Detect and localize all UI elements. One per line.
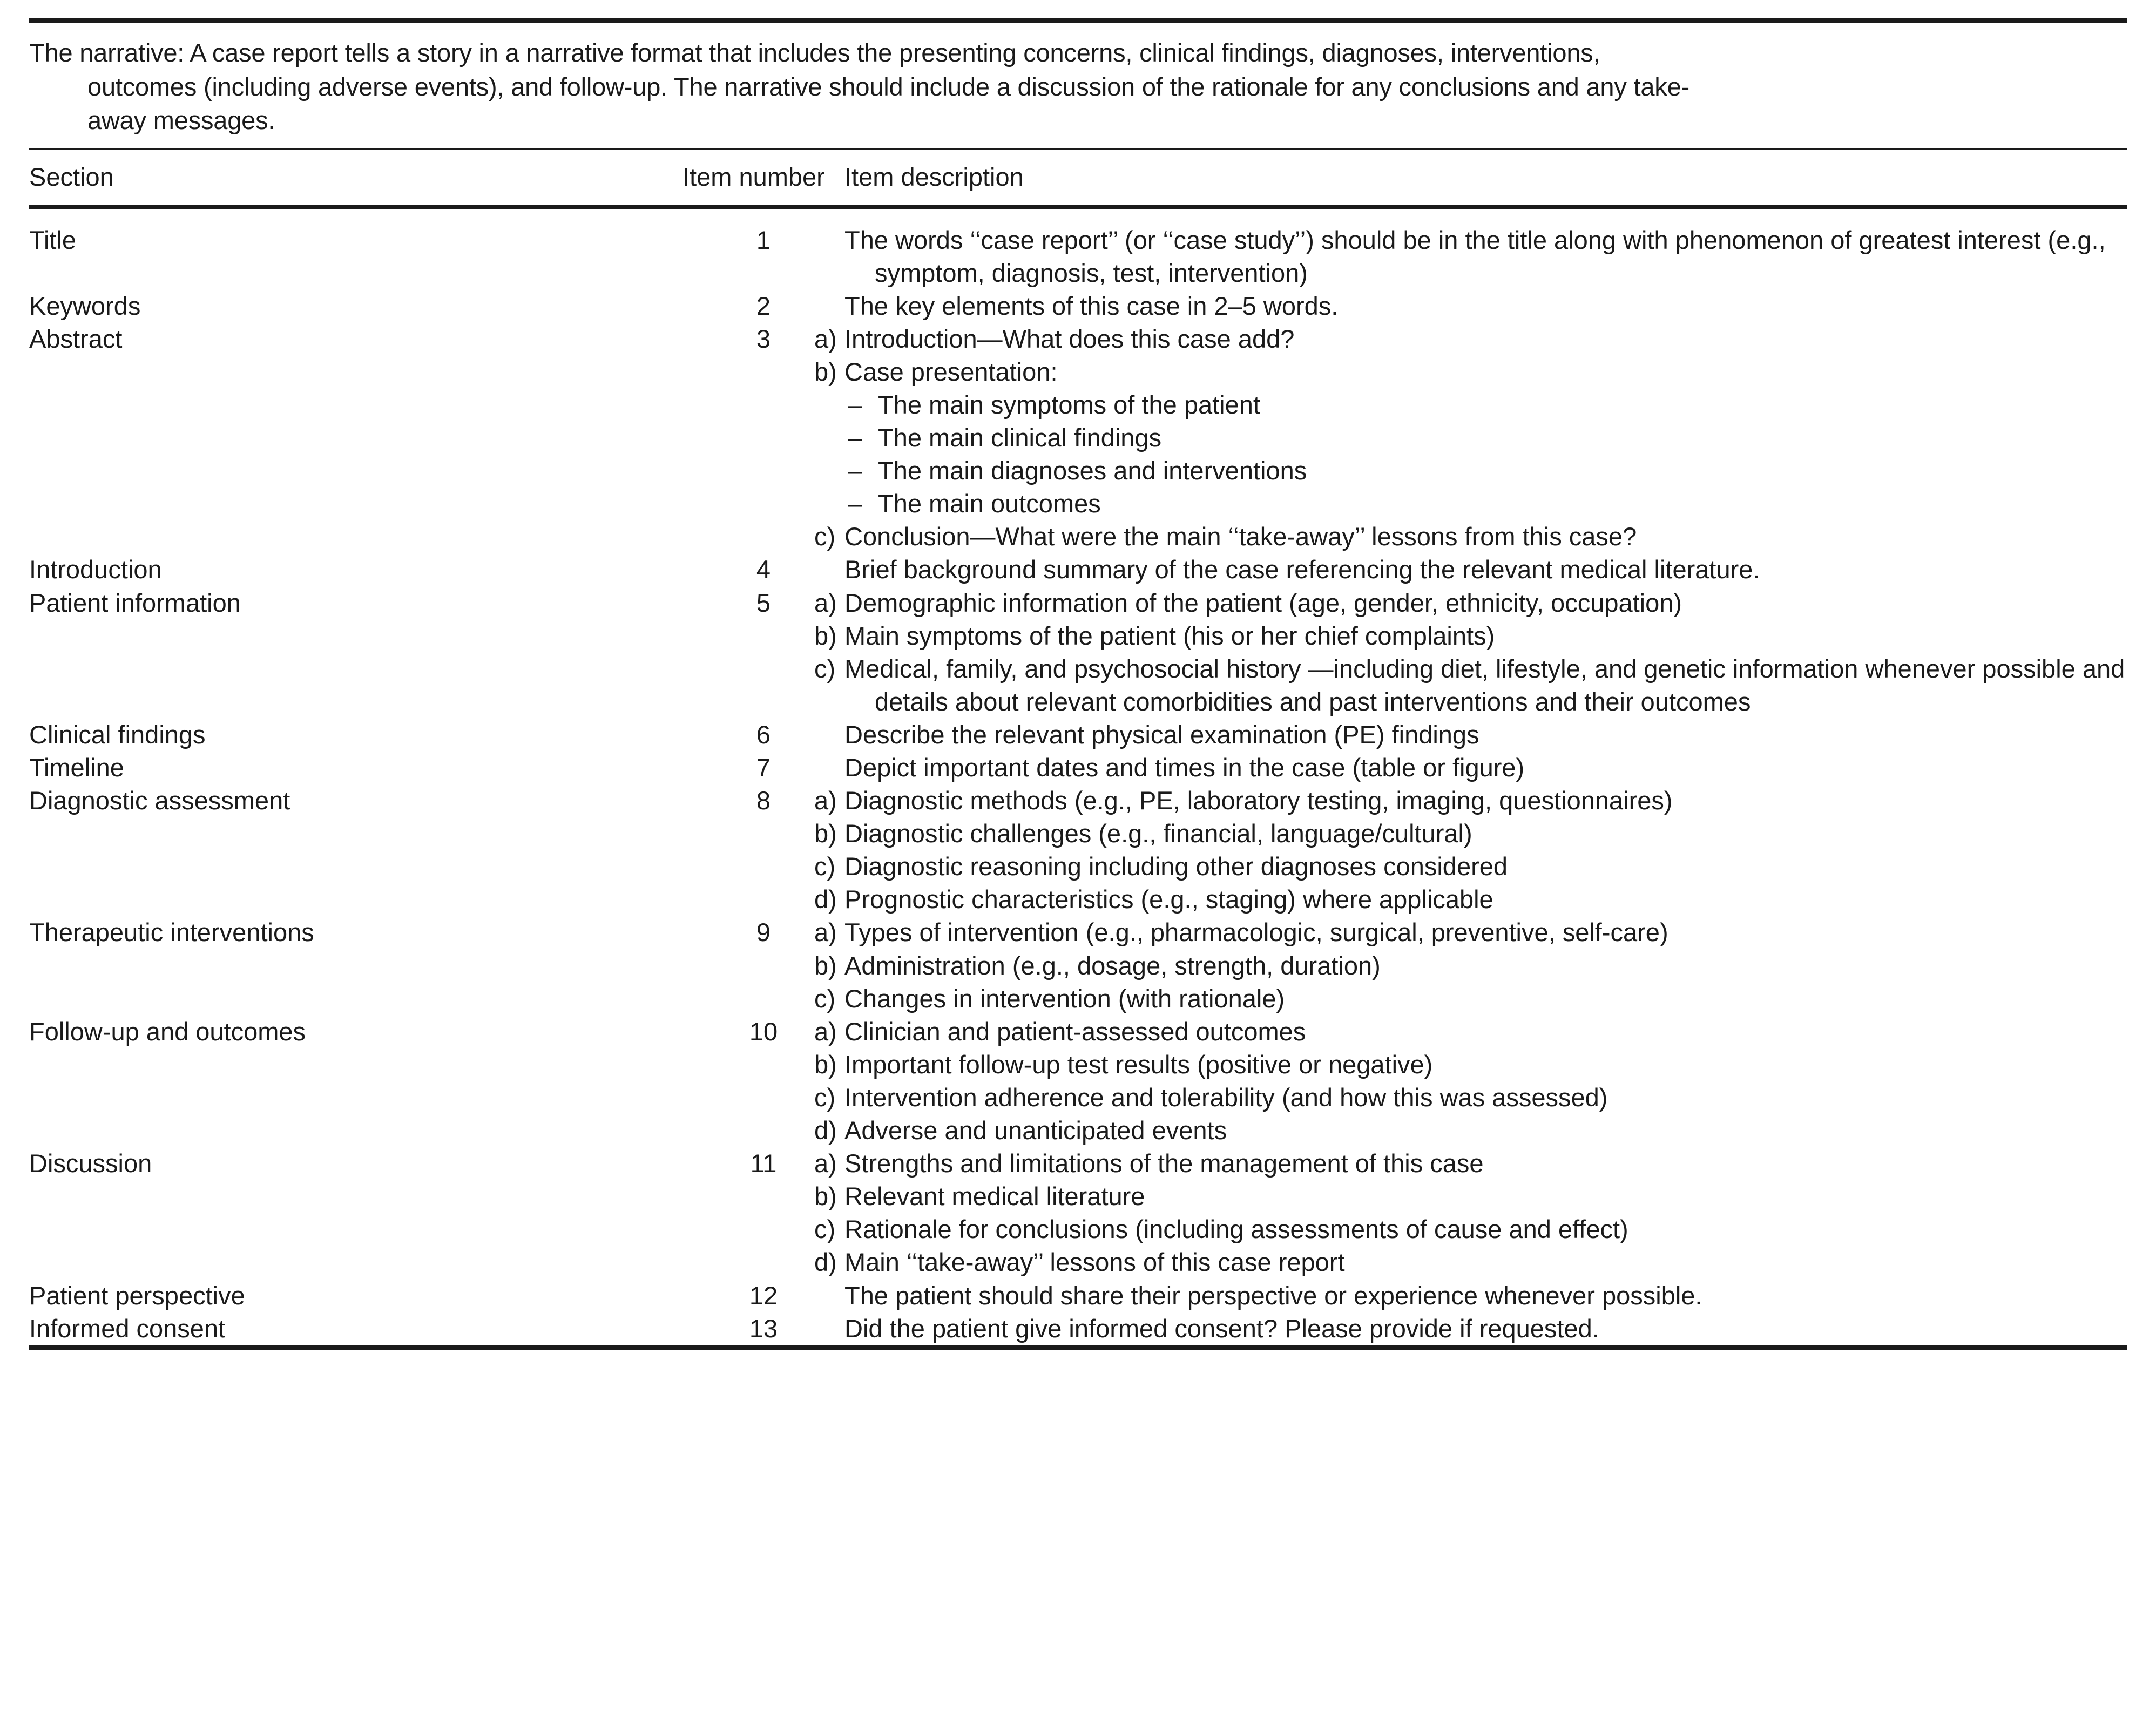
cell-item-description bbox=[844, 1279, 2127, 1312]
cell-item-description bbox=[814, 322, 2127, 553]
cell-item-number: 5 bbox=[756, 588, 771, 617]
cell-item-number: 2 bbox=[756, 291, 771, 320]
description-line: b) Main symptoms of the patient (his or her chief complaints) bbox=[814, 621, 1495, 650]
cell-section: Diagnostic assessment bbox=[29, 786, 290, 815]
table-row bbox=[29, 751, 2127, 784]
description-line: a) Introduction—What does this case add? bbox=[814, 324, 1295, 353]
cell-item-description bbox=[844, 718, 2127, 751]
cell-section: Keywords bbox=[29, 291, 141, 320]
description-line: The words ‘‘case report’’ (or ‘‘case study’’) should be in the title along with phenomenon of greatest interest (e.g., symptom, diagnosis, test, intervention) bbox=[844, 225, 2106, 287]
description-line: c) Intervention adherence and tolerability (and how this was assessed) bbox=[814, 1082, 1608, 1112]
cell-item-number: 9 bbox=[756, 918, 771, 947]
cell-item-description bbox=[844, 289, 2127, 322]
table-row bbox=[29, 289, 2127, 322]
description-line: c) Diagnostic reasoning including other diagnoses considered bbox=[814, 852, 1508, 881]
cell-item-number: 1 bbox=[756, 225, 771, 254]
description-line: Describe the relevant physical examination (PE) findings bbox=[844, 720, 1479, 749]
cell-item-number: 11 bbox=[750, 1149, 777, 1178]
table-top-rule bbox=[29, 18, 2127, 23]
table-row bbox=[29, 322, 2127, 553]
description-line: Did the patient give informed consent? Please provide if requested. bbox=[844, 1314, 1599, 1343]
cell-section: Follow-up and outcomes bbox=[29, 1017, 306, 1046]
description-line: – The main outcomes bbox=[848, 489, 1101, 518]
cell-section: Introduction bbox=[29, 555, 162, 584]
cell-item-number: 4 bbox=[756, 555, 771, 584]
cell-section: Title bbox=[29, 225, 77, 254]
care-checklist-body bbox=[29, 209, 2127, 1345]
cell-item-number: 8 bbox=[756, 786, 771, 815]
cell-item-number: 7 bbox=[756, 753, 771, 782]
cell-item-number: 6 bbox=[756, 720, 771, 749]
description-line: b) Case presentation: bbox=[814, 357, 1058, 386]
cell-item-description bbox=[814, 1015, 2127, 1147]
table-row bbox=[29, 1312, 2127, 1345]
description-line: – The main diagnoses and interventions bbox=[848, 456, 1307, 485]
table-container bbox=[29, 0, 2127, 1350]
table-row bbox=[29, 1279, 2127, 1312]
cell-item-description bbox=[814, 784, 2127, 916]
description-line: d) Prognostic characteristics (e.g., staging) where applicable bbox=[814, 885, 1493, 914]
table-row bbox=[29, 1147, 2127, 1278]
description-line: c) Rationale for conclusions (including assessments of cause and effect) bbox=[814, 1215, 1628, 1244]
column-header-item-description: Item description bbox=[844, 162, 1024, 191]
description-line: b) Administration (e.g., dosage, strength, duration) bbox=[814, 951, 1381, 980]
cell-item-number: 10 bbox=[749, 1017, 778, 1046]
cell-section: Timeline bbox=[29, 753, 124, 782]
narrative-note-line-2: outcomes (including adverse events), and follow-up. The narrative should include a discussion of the rationale for any conclusions and any take- bbox=[87, 72, 1689, 101]
description-line: a) Clinician and patient-assessed outcomes bbox=[814, 1017, 1306, 1046]
header-bottom-rule bbox=[29, 205, 2127, 209]
table-header-row bbox=[29, 150, 2127, 205]
description-line: c) Conclusion—What were the main ‘‘take-away’’ lessons from this case? bbox=[814, 522, 1637, 551]
table-row bbox=[29, 784, 2127, 916]
table-row bbox=[29, 916, 2127, 1014]
table-row bbox=[29, 718, 2127, 751]
description-line: d) Adverse and unanticipated events bbox=[814, 1116, 1227, 1145]
table-body bbox=[29, 209, 2127, 1345]
description-line: a) Diagnostic methods (e.g., PE, laboratory testing, imaging, questionnaires) bbox=[814, 786, 1673, 815]
description-line: a) Demographic information of the patient (age, gender, ethnicity, occupation) bbox=[814, 588, 1682, 617]
description-line: b) Diagnostic challenges (e.g., financial, language/cultural) bbox=[814, 819, 1472, 848]
description-line: The key elements of this case in 2–5 words. bbox=[844, 291, 1339, 320]
cell-section: Abstract bbox=[29, 324, 123, 353]
description-line: d) Main ‘‘take-away’’ lessons of this case report bbox=[814, 1248, 1345, 1277]
description-line: c) Medical, family, and psychosocial history —including diet, lifestyle, and genetic information whenever possible and details about relevant comorbidities and past interventions and their outcomes bbox=[814, 654, 2125, 716]
narrative-note bbox=[29, 23, 2127, 148]
cell-item-description bbox=[844, 1312, 2127, 1345]
cell-section: Patient perspective bbox=[29, 1281, 245, 1310]
column-header-section: Section bbox=[29, 162, 114, 191]
description-line: Brief background summary of the case referencing the relevant medical literature. bbox=[844, 555, 1760, 584]
description-line: b) Important follow-up test results (positive or negative) bbox=[814, 1050, 1433, 1079]
description-line: – The main symptoms of the patient bbox=[848, 390, 1260, 419]
cell-item-description bbox=[814, 586, 2127, 718]
table-row bbox=[29, 586, 2127, 718]
table-row bbox=[29, 553, 2127, 586]
cell-item-description bbox=[844, 209, 2127, 289]
description-line: a) Types of intervention (e.g., pharmacologic, surgical, preventive, self-care) bbox=[814, 918, 1668, 947]
description-line: – The main clinical findings bbox=[848, 423, 1162, 452]
table-row bbox=[29, 1015, 2127, 1147]
cell-item-description bbox=[814, 1147, 2127, 1278]
cell-section: Discussion bbox=[29, 1149, 152, 1178]
cell-item-number: 13 bbox=[749, 1314, 778, 1343]
description-line: b) Relevant medical literature bbox=[814, 1182, 1145, 1211]
table-header bbox=[29, 150, 2127, 205]
narrative-note-line-3: away messages. bbox=[87, 106, 275, 134]
cell-item-number: 3 bbox=[756, 324, 771, 353]
cell-item-description bbox=[814, 916, 2127, 1014]
description-line: c) Changes in intervention (with rationale) bbox=[814, 984, 1285, 1013]
cell-section: Patient information bbox=[29, 588, 241, 617]
cell-item-number: 12 bbox=[749, 1281, 778, 1310]
description-line: Depict important dates and times in the case (table or figure) bbox=[844, 753, 1525, 782]
cell-section: Informed consent bbox=[29, 1314, 226, 1343]
cell-item-description bbox=[844, 751, 2127, 784]
description-line: a) Strengths and limitations of the management of this case bbox=[814, 1149, 1484, 1178]
care-checklist-table bbox=[29, 150, 2127, 205]
cell-section: Clinical findings bbox=[29, 720, 206, 749]
cell-section: Therapeutic interventions bbox=[29, 918, 314, 947]
column-header-item-number: Item number bbox=[682, 162, 825, 191]
narrative-note-line-1: The narrative: A case report tells a story in a narrative format that includes the presenting concerns, clinical findings, diagnoses, interventions, bbox=[29, 38, 1600, 67]
table-row bbox=[29, 209, 2127, 289]
table-bottom-rule bbox=[29, 1345, 2127, 1350]
description-line: The patient should share their perspective or experience whenever possible. bbox=[844, 1281, 1702, 1310]
cell-item-description bbox=[844, 553, 2127, 586]
